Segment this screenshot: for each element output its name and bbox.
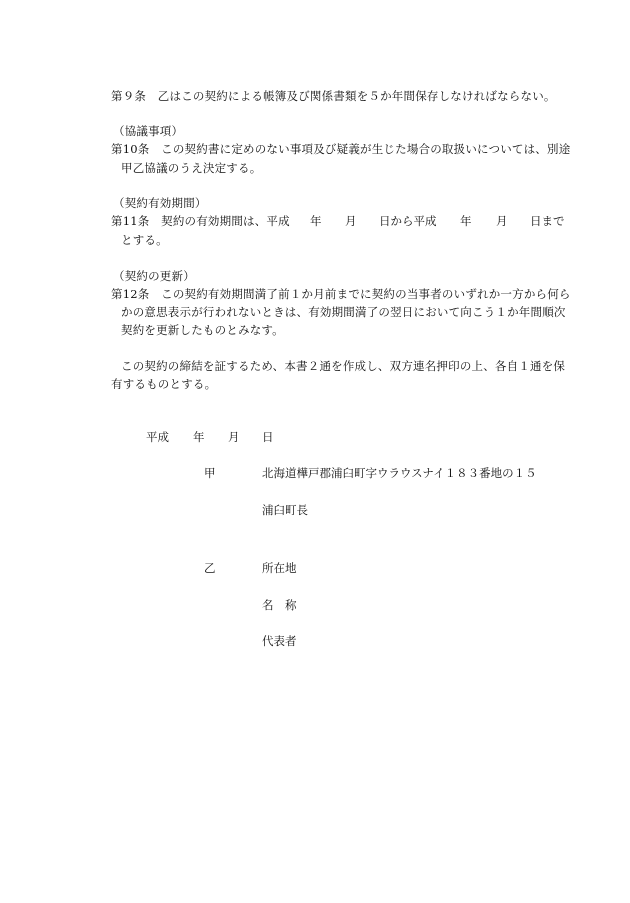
article-9: 第９条 乙はこの契約による帳簿及び関係書類を５か年間保存しなければならない。 [111,89,556,103]
closing-line-1: この契約の締結を証するため、本書２通を作成し、双方連名押印の上、各自１通を保 [121,359,566,373]
party-b-name-label: 名 称 [262,598,297,612]
article-12-line-3: 契約を更新したものとみなす。 [121,323,284,337]
party-a-label: 甲 [204,466,216,480]
article-11-line-1 [111,214,290,228]
article-11-month-2: 月 [496,214,508,228]
party-b-representative-label: 代表者 [262,634,297,648]
party-a-address: 北海道樺戸郡浦臼町字ウラウスナイ１８３番地の１５ [262,466,537,480]
date-year: 年 [193,430,205,444]
article-11-heading: （契約有効期間） [113,196,207,210]
party-b-address-label: 所在地 [262,561,297,575]
article-11-day-to: 日まで [530,214,565,228]
article-10-heading: （協議事項） [113,124,184,138]
article-10-line-2: 甲乙協議のうえ決定する。 [121,161,262,175]
closing-line-2: 有するものとする。 [111,377,217,391]
article-10-line-1: 第10条 この契約書に定めのない事項及び疑義が生じた場合の取扱いについては、別途 [111,142,571,156]
article-11-day-from: 日から平成 [379,214,437,228]
date-month: 月 [228,430,240,444]
article-11-year-1: 年 [310,214,322,228]
party-b-label: 乙 [204,561,216,575]
party-a-title: 浦臼町長 [262,503,308,517]
date-day: 日 [262,430,274,444]
article-12-line-1: 第12条 この契約有効期間満了前１か月前までに契約の当事者のいずれか一方から何ら [111,287,571,301]
article-11-line-2: とする。 [121,233,168,247]
article-11-month-1: 月 [345,214,357,228]
date-era: 平成 [146,430,169,444]
article-11-year-2: 年 [460,214,472,228]
article-12-line-2: かの意思表示が行われないときは、有効期間満了の翌日において向こう１か年間順次 [121,305,566,319]
article-12-heading: （契約の更新） [113,269,195,283]
article-11-prefix: 第11条 契約の有効期間は、平成 [111,214,290,228]
